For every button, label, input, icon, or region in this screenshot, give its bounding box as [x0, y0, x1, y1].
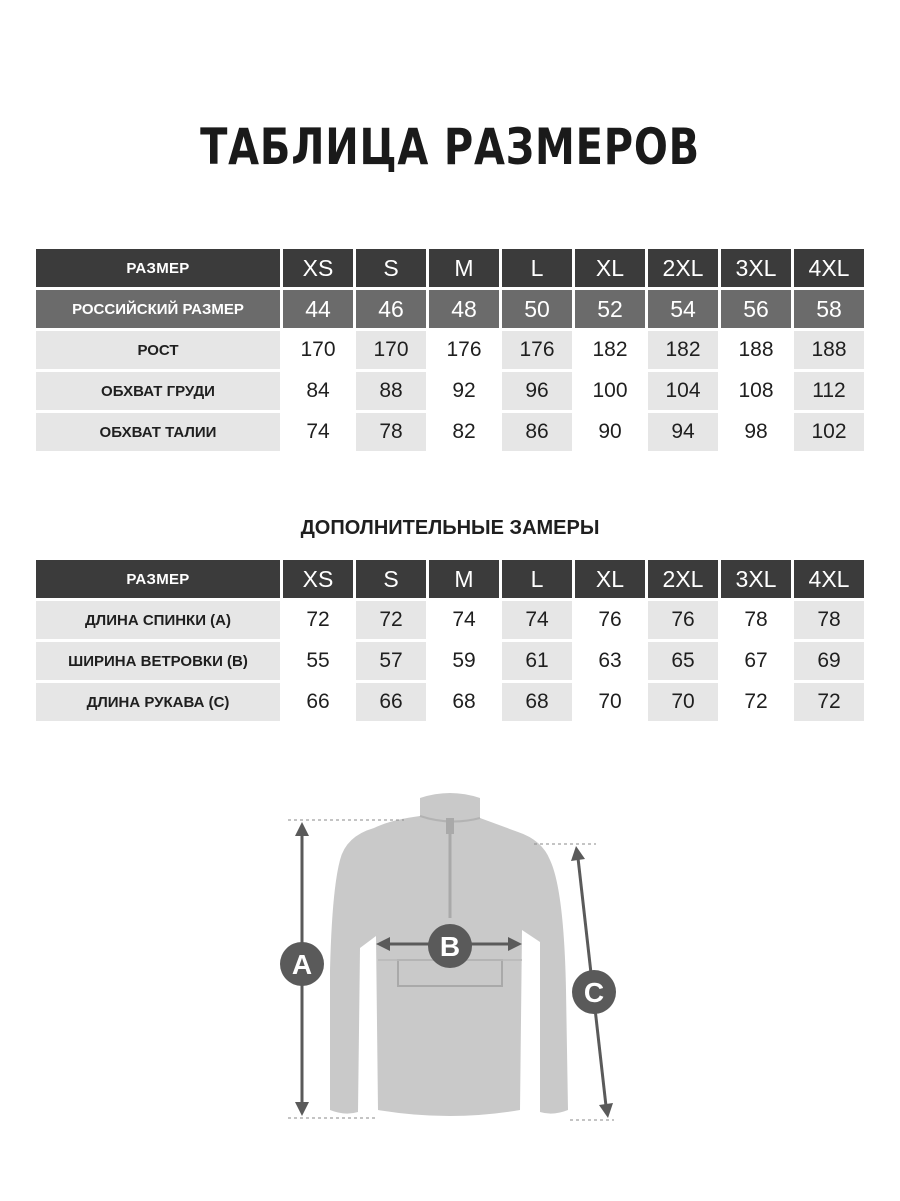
size-header-cell: L	[502, 560, 572, 598]
measurement-cell: 57	[356, 642, 426, 680]
measurement-cell: 176	[502, 331, 572, 369]
header-row	[36, 249, 864, 287]
measurement-cell: 188	[794, 331, 864, 369]
measurement-cell: 170	[356, 331, 426, 369]
measurement-cell: 176	[429, 331, 499, 369]
size-header-cell: S	[356, 249, 426, 287]
russian-size-cell: 50	[502, 290, 572, 328]
measurement-label: ОБХВАТ ГРУДИ	[36, 372, 280, 410]
measurement-cell: 112	[794, 372, 864, 410]
size-header-cell: XS	[283, 249, 353, 287]
marker-b-label: B	[439, 931, 461, 962]
measurement-row	[36, 413, 864, 451]
measurement-cell: 72	[283, 601, 353, 639]
measurement-cell: 182	[575, 331, 645, 369]
size-header-cell: M	[429, 249, 499, 287]
measurement-cell: 100	[575, 372, 645, 410]
measurement-cell: 66	[356, 683, 426, 721]
measurement-row	[36, 331, 864, 369]
measurement-row	[36, 642, 864, 680]
measurement-cell: 68	[502, 683, 572, 721]
size-header-cell: XL	[575, 249, 645, 287]
measurement-cell: 72	[794, 683, 864, 721]
russian-size-cell: 52	[575, 290, 645, 328]
measurement-cell: 188	[721, 331, 791, 369]
marker-a-label: A	[291, 949, 313, 980]
garment-diagram	[270, 780, 630, 1140]
russian-size-cell: 44	[283, 290, 353, 328]
measurement-cell: 98	[721, 413, 791, 451]
measurement-label: ДЛИНА СПИНКИ (А)	[36, 601, 280, 639]
russian-size-cell: 48	[429, 290, 499, 328]
measurement-cell: 65	[648, 642, 718, 680]
measurement-cell: 74	[283, 413, 353, 451]
measurement-cell: 90	[575, 413, 645, 451]
size-header-cell: XL	[575, 560, 645, 598]
measurement-row	[36, 601, 864, 639]
measurement-label: РОСТ	[36, 331, 280, 369]
measurement-cell: 70	[575, 683, 645, 721]
russian-size-cell: 56	[721, 290, 791, 328]
measurement-cell: 69	[794, 642, 864, 680]
size-header-cell: XS	[283, 560, 353, 598]
size-table	[33, 246, 867, 454]
size-header-cell: M	[429, 560, 499, 598]
measurement-cell: 55	[283, 642, 353, 680]
marker-c-label: C	[583, 977, 605, 1008]
russian-size-label: РОССИЙСКИЙ РАЗМЕР	[36, 290, 280, 328]
size-header-cell: S	[356, 560, 426, 598]
measurement-cell: 72	[721, 683, 791, 721]
measurement-cell: 182	[648, 331, 718, 369]
measurement-label: ДЛИНА РУКАВА (С)	[36, 683, 280, 721]
russian-size-cell: 54	[648, 290, 718, 328]
size-header-cell: 3XL	[721, 249, 791, 287]
header-label: РАЗМЕР	[36, 560, 280, 598]
measurement-row	[36, 372, 864, 410]
measurement-cell: 74	[429, 601, 499, 639]
measurement-cell: 108	[721, 372, 791, 410]
measurement-cell: 104	[648, 372, 718, 410]
measurement-cell: 88	[356, 372, 426, 410]
measurement-label: ШИРИНА ВЕТРОВКИ (В)	[36, 642, 280, 680]
size-header-cell: L	[502, 249, 572, 287]
measurement-cell: 72	[356, 601, 426, 639]
measurement-cell: 76	[648, 601, 718, 639]
russian-size-row	[36, 290, 864, 328]
measurement-cell: 74	[502, 601, 572, 639]
extra-measurements-table	[33, 557, 867, 724]
measurement-cell: 68	[429, 683, 499, 721]
header-label: РАЗМЕР	[36, 249, 280, 287]
russian-size-cell: 58	[794, 290, 864, 328]
size-header-cell: 3XL	[721, 560, 791, 598]
measurement-row	[36, 683, 864, 721]
measurement-cell: 82	[429, 413, 499, 451]
measurement-label: ОБХВАТ ТАЛИИ	[36, 413, 280, 451]
measurement-cell: 170	[283, 331, 353, 369]
russian-size-cell: 46	[356, 290, 426, 328]
size-header-cell: 4XL	[794, 249, 864, 287]
measurement-cell: 76	[575, 601, 645, 639]
measurement-cell: 66	[283, 683, 353, 721]
measurement-cell: 63	[575, 642, 645, 680]
measurement-cell: 92	[429, 372, 499, 410]
page-title: ТАБЛИЦА РАЗМЕРОВ	[200, 118, 700, 176]
measurement-cell: 96	[502, 372, 572, 410]
measurement-cell: 84	[283, 372, 353, 410]
measurement-cell: 78	[356, 413, 426, 451]
measurement-cell: 67	[721, 642, 791, 680]
measurement-cell: 102	[794, 413, 864, 451]
measurement-cell: 78	[721, 601, 791, 639]
extra-measurements-title: ДОПОЛНИТЕЛЬНЫЕ ЗАМЕРЫ	[300, 517, 600, 539]
measurement-cell: 61	[502, 642, 572, 680]
size-header-cell: 4XL	[794, 560, 864, 598]
size-header-cell: 2XL	[648, 560, 718, 598]
measurement-cell: 78	[794, 601, 864, 639]
measurement-cell: 86	[502, 413, 572, 451]
size-header-cell: 2XL	[648, 249, 718, 287]
header-row	[36, 560, 864, 598]
measurement-cell: 70	[648, 683, 718, 721]
measurement-cell: 59	[429, 642, 499, 680]
measurement-cell: 94	[648, 413, 718, 451]
